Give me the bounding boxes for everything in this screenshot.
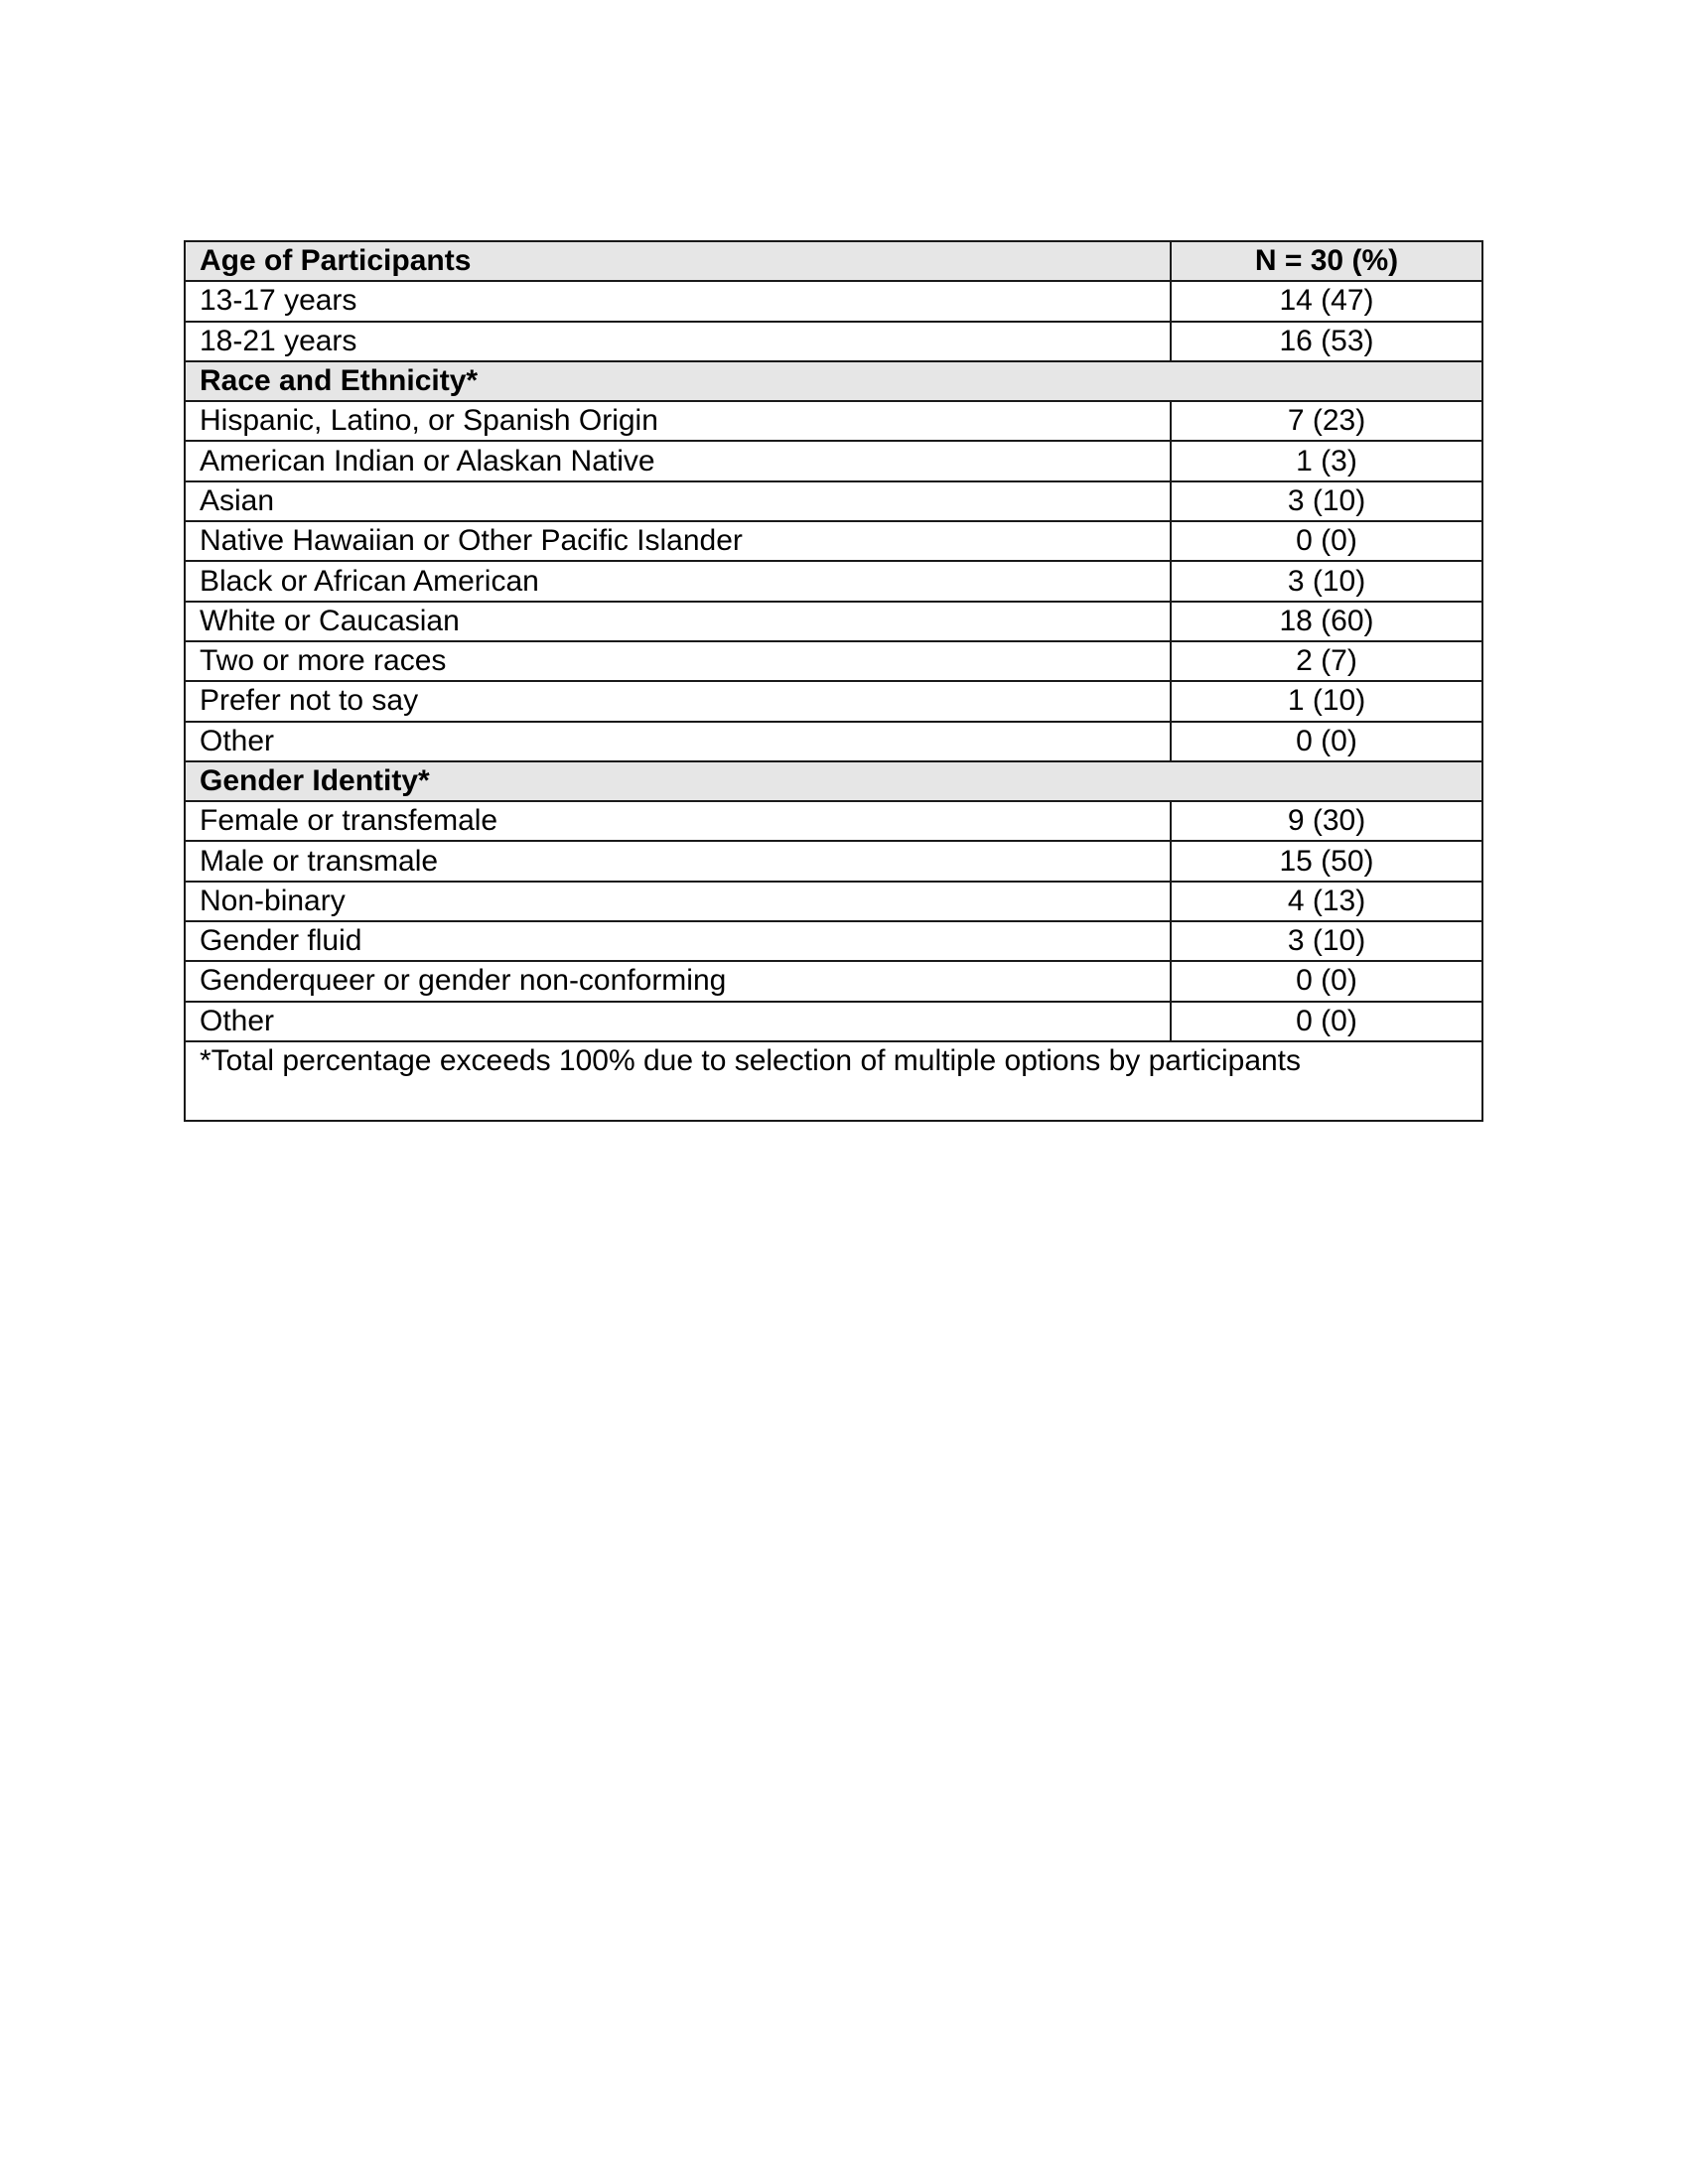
table-row <box>185 1002 1482 1041</box>
row-value: 14 (47) <box>1171 281 1482 321</box>
row-value: 3 (10) <box>1171 561 1482 601</box>
row-value: 9 (30) <box>1171 801 1482 841</box>
table-row <box>185 561 1482 601</box>
table-row <box>185 961 1482 1001</box>
row-label: Asian <box>185 481 1171 521</box>
row-label: Gender fluid <box>185 921 1171 961</box>
row-label: Black or African American <box>185 561 1171 601</box>
table-row <box>185 882 1482 921</box>
row-value: 1 (10) <box>1171 681 1482 721</box>
row-label: Two or more races <box>185 641 1171 681</box>
header-label: Age of Participants <box>185 241 1171 281</box>
table-row <box>185 481 1482 521</box>
row-label: Male or transmale <box>185 841 1171 881</box>
row-label: Hispanic, Latino, or Spanish Origin <box>185 401 1171 441</box>
table-row <box>185 521 1482 561</box>
table-row <box>185 921 1482 961</box>
row-label: American Indian or Alaskan Native <box>185 441 1171 480</box>
row-value: 15 (50) <box>1171 841 1482 881</box>
table-row <box>185 281 1482 321</box>
section-header-gender <box>185 761 1482 801</box>
row-value: 0 (0) <box>1171 521 1482 561</box>
section-label: Gender Identity* <box>185 761 1482 801</box>
row-value: 0 (0) <box>1171 961 1482 1001</box>
table-row <box>185 322 1482 361</box>
row-label: Other <box>185 722 1171 761</box>
row-label: 18-21 years <box>185 322 1171 361</box>
footnote: *Total percentage exceeds 100% due to selection of multiple options by participants <box>185 1041 1482 1121</box>
row-label: Female or transfemale <box>185 801 1171 841</box>
table-row <box>185 841 1482 881</box>
row-value: 7 (23) <box>1171 401 1482 441</box>
table-row <box>185 641 1482 681</box>
table-row <box>185 441 1482 480</box>
row-label: Non-binary <box>185 882 1171 921</box>
row-value: 0 (0) <box>1171 722 1482 761</box>
table-row <box>185 801 1482 841</box>
table-row <box>185 681 1482 721</box>
row-value: 1 (3) <box>1171 441 1482 480</box>
table-row <box>185 722 1482 761</box>
row-value: 4 (13) <box>1171 882 1482 921</box>
table-header-row <box>185 241 1482 281</box>
row-value: 16 (53) <box>1171 322 1482 361</box>
row-label: Other <box>185 1002 1171 1041</box>
row-label: Genderqueer or gender non-conforming <box>185 961 1171 1001</box>
row-value: 3 (10) <box>1171 921 1482 961</box>
row-label: Native Hawaiian or Other Pacific Islander <box>185 521 1171 561</box>
row-label: Prefer not to say <box>185 681 1171 721</box>
demographics-table <box>184 240 1483 1122</box>
row-label: 13-17 years <box>185 281 1171 321</box>
section-label: Race and Ethnicity* <box>185 361 1482 401</box>
row-label: White or Caucasian <box>185 602 1171 641</box>
row-value: 18 (60) <box>1171 602 1482 641</box>
header-value: N = 30 (%) <box>1171 241 1482 281</box>
section-header-race <box>185 361 1482 401</box>
row-value: 0 (0) <box>1171 1002 1482 1041</box>
table-row <box>185 602 1482 641</box>
footnote-row <box>185 1041 1482 1121</box>
row-value: 2 (7) <box>1171 641 1482 681</box>
row-value: 3 (10) <box>1171 481 1482 521</box>
table-row <box>185 401 1482 441</box>
